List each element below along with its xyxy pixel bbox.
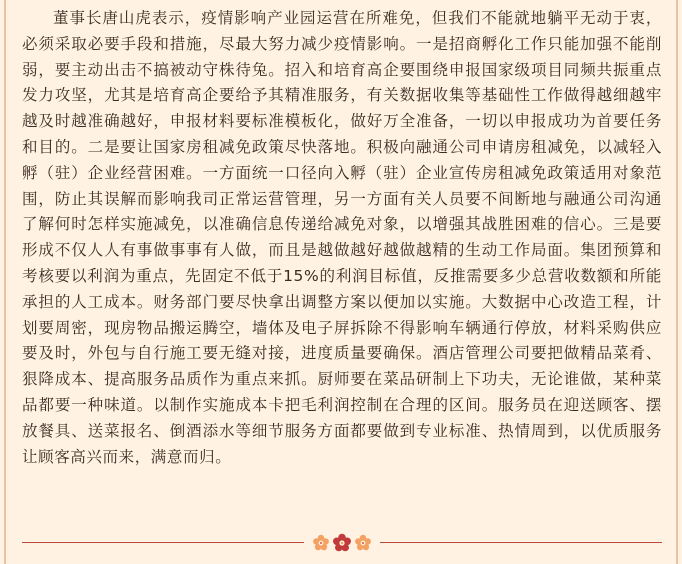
right-border [676, 0, 678, 564]
divider-line-left [22, 542, 304, 543]
divider-ornament [312, 530, 372, 556]
left-border [4, 0, 6, 564]
section-divider [22, 530, 662, 556]
flower-icon [312, 534, 330, 552]
flower-icon [332, 533, 352, 553]
flower-icon [354, 534, 372, 552]
divider-line-right [380, 542, 662, 543]
article-paragraph: 董事长唐山虎表示，疫情影响产业园运营在所难免，但我们不能就地躺平无动于衷，必须采取必要手段和措施，尽最大努力减少疫情影响。一是招商孵化工作只能加强不能削弱，要主动出击不搞被动守株待兔。招入和培育高企要围绕申报国家级项目同频共振重点发力攻坚，尤其是培育高企要给予其精准服务，有关数据收集等基础性工作做得越细越牢越及时越准确越好，申报材料要标准模板化，做好万全准备，一切以申报成功为首要任务和目的。二是要让国家房租减免政策尽快落地。积极向融通公司申请房租减免，以减轻入孵（驻）企业经营困难。一方面统一口径向入孵（驻）企业宣传房租减免政策适用对象范围，防止其误解而影响我司正常运营管理，另一方面有关人员要不间断地与融通公司沟通了解何时怎样实施减免，以准确信息传递给减免对象，以增强其战胜困难的信心。三是要形成不仅人人有事做事事有人做，而且是越做越好越做越精的生动工作局面。集团预算和考核要以利润为重点，先固定不低于15%的利润目标值，反推需要多少总营收数额和所能承担的人工成本。财务部门要尽快拿出调整方案以便加以实施。大数据中心改造工程，计划要周密，现房物品搬运腾空，墙体及电子屏拆除不得影响车辆通行停放，材料采购供应要及时，外包与自行施工要无缝对接，进度质量要确保。酒店管理公司要把做精品菜肴、狠降成本、提高服务品质作为重点来抓。厨师要在菜品研制上下功夫，无论谁做，某种菜品都要一种味道。以制作实施成本卡把毛利润控制在合理的区间。服务员在迎送顾客、摆放餐具、送菜报名、倒酒添水等细节服务方面都要做到专业标准、热情周到，以优质服务让顾客高兴而来，满意而归。 [22, 9, 662, 466]
